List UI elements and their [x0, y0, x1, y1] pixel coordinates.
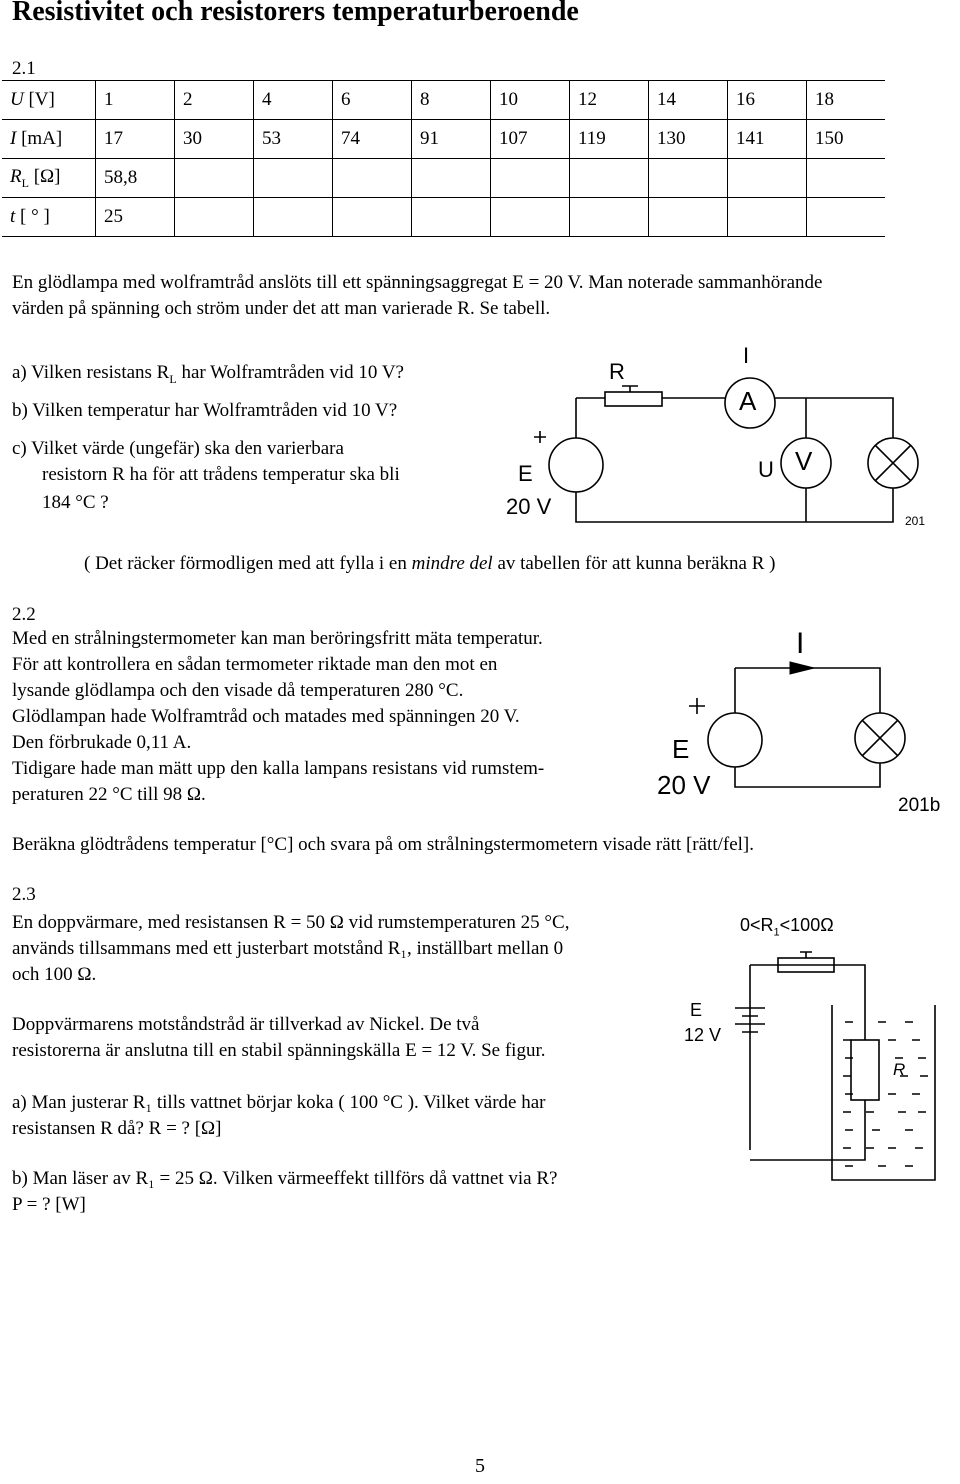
label-I: I — [743, 343, 750, 368]
table-cell: 6 — [333, 81, 412, 120]
text-line: används tillsammans med ett justerbart motstånd R₁, inställbart mellan 0 — [12, 938, 564, 959]
question-2-1-c-line-3: 184 °C ? — [42, 492, 109, 513]
question-2-1-c-line-1: c) Vilket värde (ungefär) ska den varierbara — [12, 438, 344, 459]
table-cell: 58,8 — [96, 159, 175, 198]
text-line: lysande glödlampa och den visade då temperaturen 280 °C. — [12, 680, 464, 701]
water-vessel — [832, 1005, 935, 1180]
label-U: U — [758, 457, 774, 482]
label-emf: 20 V — [506, 494, 552, 519]
text-line: och 100 Ω. — [12, 964, 97, 985]
figure-ref-201: 201 — [905, 514, 926, 528]
text-line: En doppvärmare, med resistansen R = 50 Ω vid rumstemperaturen 25 °C, — [12, 912, 570, 933]
table-cell: 91 — [412, 120, 491, 159]
page-title: Resistivitet och resistorers temperaturberoende — [12, 0, 579, 27]
table-cell: 130 — [649, 120, 728, 159]
text-line: Tidigare hade man mätt upp den kalla lampans resistans vid rumstem- — [12, 758, 545, 779]
section-number-2-3: 2.3 — [12, 884, 36, 905]
label-emf: 12 V — [684, 1025, 722, 1045]
table-cell: 30 — [175, 120, 254, 159]
table-cell: 53 — [254, 120, 333, 159]
voltmeter-label-V: V — [795, 446, 813, 476]
table-cell: 18 — [807, 81, 886, 120]
text-line: Doppvärmarens motståndstråd är tillverkad av Nickel. De två — [12, 1014, 480, 1035]
section-number-2-2: 2.2 — [12, 604, 36, 625]
table-cell: 25 — [96, 198, 175, 237]
row-header-t: t [ ° ] — [2, 198, 96, 237]
text-line: Med en strålningstermometer kan man beröringsfritt mäta temperatur. — [12, 628, 543, 649]
hint-note: ( Det räcker förmodligen med att fylla i en mindre del av tabellen för att kunna beräkna R ) — [84, 553, 776, 574]
resistor-range-label: $0<R_1<100\Omega$ — [740, 915, 834, 939]
label-E: E — [518, 461, 533, 486]
section-number-2-1: 2.1 — [12, 58, 36, 79]
text-line: resistorerna är anslutna till en stabil spänningskälla E = 12 V. Se figur. — [12, 1040, 546, 1061]
circuit-wire — [750, 965, 865, 1040]
text-line: peraturen 22 °C till 98 Ω. — [12, 784, 206, 805]
label-R: R — [609, 359, 625, 384]
question-2-3-a-line-2: resistansen R då? R = ? [Ω] — [12, 1118, 222, 1139]
row-header-I: I [mA] — [2, 120, 96, 159]
label-I: I — [796, 627, 805, 660]
task-2-2: Beräkna glödtrådens temperatur [°C] och svara på om strålningstermometern visade rätt [rätt/fel]. — [12, 834, 754, 855]
table-cell: 14 — [649, 81, 728, 120]
table-cell: 17 — [96, 120, 175, 159]
heater-resistor-icon — [851, 1040, 879, 1100]
intro-line-2: värden på spänning och ström under det att man varierade R. Se tabell. — [12, 298, 551, 319]
page-number: 5 — [475, 1455, 485, 1477]
text-line: Den förbrukade 0,11 A. — [12, 732, 192, 753]
question-2-3-a-line-1: a) Man justerar R₁ tills vattnet börjar koka ( 100 °C ). Vilket värde har — [12, 1092, 546, 1113]
row-header-U: U [V] — [2, 81, 96, 120]
figure-ref-201b: 201b — [898, 795, 941, 816]
question-2-1-c-line-2: resistorn R ha för att trådens temperatur ska bli — [42, 464, 400, 485]
table-cell: 150 — [807, 120, 886, 159]
table-cell: 12 — [570, 81, 649, 120]
table-cell: 74 — [333, 120, 412, 159]
row-header-RL: $R_L$ [Ω] — [2, 159, 96, 198]
intro-line-1: En glödlampa med wolframtråd anslöts till ett spänningsaggregat E = 20 V. Man noterade sammanhörande — [12, 272, 823, 293]
question-2-1-b: b) Vilken temperatur har Wolframtråden vid 10 V? — [12, 400, 398, 421]
text-line: Glödlampan hade Wolframtråd och matades med spänningen 20 V. — [12, 706, 520, 727]
table-cell: 119 — [570, 120, 649, 159]
water-dashes — [843, 1022, 928, 1166]
resistor-wiper-arrow — [800, 952, 812, 958]
table-cell: 4 — [254, 81, 333, 120]
label-E: E — [690, 1000, 703, 1020]
table-cell: 8 — [412, 81, 491, 120]
table-cell: 10 — [491, 81, 570, 120]
label-R: R — [893, 1060, 906, 1079]
table-cell: 107 — [491, 120, 570, 159]
question-2-3-b-line-1: b) Man läser av R₁ = 25 Ω. Vilken värmeeffekt tillförs då vattnet via R? — [12, 1168, 558, 1189]
text-line: För att kontrollera en sådan termometer riktade man den mot en — [12, 654, 498, 675]
label-emf: 20 V — [657, 770, 711, 800]
table-cell: 1 — [96, 81, 175, 120]
question-2-1-a: a) Vilken resistans $R_L$ har Wolframtråden vid 10 V? — [12, 362, 404, 386]
table-cell: 141 — [728, 120, 807, 159]
table-cell: 16 — [728, 81, 807, 120]
question-2-3-b-line-2: P = ? [W] — [12, 1194, 86, 1215]
table-cell: 2 — [175, 81, 254, 120]
ammeter-label-A: A — [739, 386, 757, 416]
label-E: E — [672, 734, 690, 764]
